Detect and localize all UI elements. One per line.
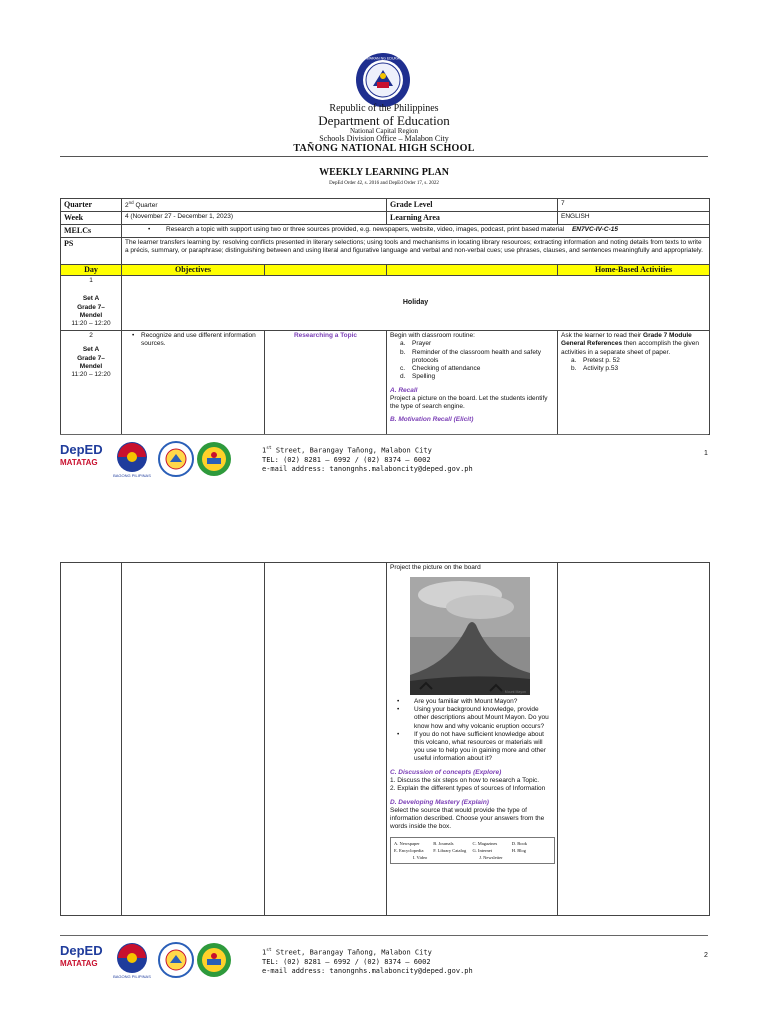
quarter-row <box>61 199 710 212</box>
region-line: National Capital Region <box>349 127 419 135</box>
ps-label: PS <box>61 238 122 265</box>
routine-item: a. Prayer <box>400 340 432 348</box>
mastery-text: Select the source that would provide the type of information described. Choose your answers from the words inside the box. <box>390 806 545 830</box>
home-item: a. Pretest p. 52 <box>571 356 620 364</box>
page-number-1: 1 <box>704 450 708 457</box>
page-number-2: 2 <box>704 952 708 959</box>
col-home-based: Home-Based Activities <box>558 265 710 276</box>
weekly-plan-table-continued <box>60 562 710 916</box>
grade-level-label: Grade Level <box>387 199 558 212</box>
discussion-heading: C. Discussion of concepts (Explore) <box>390 769 502 777</box>
week-label: Week <box>61 212 122 225</box>
school-seal-icon <box>196 441 232 477</box>
ps-row <box>61 238 710 265</box>
mount-mayon-image <box>410 577 530 695</box>
melcs-value: • Research a topic with support using two or three sources provided, e.g. newspapers, website, video, images, podcast, print based material EN7VC-IV-C-15 <box>122 225 710 238</box>
image-caption: Mount Mayon <box>504 690 526 695</box>
column-header-row <box>61 265 710 276</box>
motivation-heading: B. Motivation Recall (Elicit) <box>390 416 474 424</box>
week-row <box>61 212 710 225</box>
division-line: Schools Division Office – Malabon City <box>319 134 449 143</box>
day-cell-cont <box>61 563 122 916</box>
ps-value: The learner transfers learning by: resolving conflicts presented in literary selections; using tools and mechanisms in locating library resources; extracting information and noting details from texts to write a précis, summary, or paraphrase; distinguishing between and using literal and figurative language and verbal and non-verbal cues; use phrases, clauses, and sentences meaningfully and appropriately. <box>122 238 710 265</box>
grade-level-value: 7 <box>558 199 710 212</box>
bagong-pilipinas-logo <box>110 941 154 979</box>
deped-seal-logo <box>355 52 411 108</box>
learning-area-value: ENGLISH <box>558 212 710 225</box>
melcs-row <box>61 225 710 238</box>
bagong-pilipinas-text: BAGONG PILIPINAS <box>113 974 151 979</box>
tel-line: TEL: (02) 8281 – 6992 / (02) 8374 – 6002 <box>262 957 431 966</box>
answer-choices-box <box>390 837 555 864</box>
project-instruction: Project the picture on the board <box>390 564 481 571</box>
routine-item: c. Checking of attendance <box>400 364 481 372</box>
matatag-logo: MATATAG <box>60 959 98 968</box>
matatag-logo: MATATAG <box>60 458 98 467</box>
day2-objective-cell <box>122 331 265 435</box>
discussion-item: 2. Explain the different types of sources of Information <box>390 785 546 793</box>
school-seal-icon <box>196 942 232 978</box>
home-instructions: Ask the learner to read their Grade 7 Module General References then accomplish the given activities in a separate sheet of paper. <box>561 332 700 356</box>
footer-divider <box>60 434 708 435</box>
question-item: • Using your background knowledge, provide other descriptions about Mount Mayon. Do you know how and why volcanic eruption occurs? <box>390 706 554 730</box>
division-seal-icon <box>158 942 194 978</box>
department-line: Department of Education <box>318 113 450 128</box>
week-value: 4 (November 27 - December 1, 2023) <box>122 212 387 225</box>
day2-row <box>61 331 710 435</box>
quarter-label: Quarter <box>61 199 122 212</box>
routine-item: b. Reminder of the classroom health and safety protocols <box>400 348 541 364</box>
choices-row-2: E. Encyclopedia F. Library Catalog G. Internet H. Blog <box>394 848 527 853</box>
holiday-cell: Holiday <box>122 276 710 331</box>
quarter-value: 2nd Quarter <box>122 199 387 212</box>
plan-subtitle: DepEd Order 42, s. 2016 and DepEd Order 17, s. 2022 <box>329 181 439 186</box>
procedure-cell-cont <box>387 563 558 916</box>
day2-objective: • Recognize and use different information sources. <box>125 332 261 348</box>
choices-row-3: I. Video J. Newsletter <box>412 855 503 860</box>
day2-procedure-cell <box>387 331 558 435</box>
division-seal-icon <box>158 441 194 477</box>
question-item: • Are you familiar with Mount Mayon? <box>390 698 554 706</box>
school-name: TAÑONG NATIONAL HIGH SCHOOL <box>293 143 475 154</box>
header-divider <box>60 156 708 157</box>
mastery-heading: D. Developing Mastery (Explain) <box>390 798 489 806</box>
seal-text: KAGAWARAN NG EDUKASYON <box>356 56 410 61</box>
day2-home-cell <box>558 331 710 435</box>
home-cell-cont <box>558 563 710 916</box>
melcs-code: EN7VC-IV-C-15 <box>571 226 618 234</box>
question-item: • If you do not have sufficient knowledge about this volcano, what resources or materials will you use to help you in gaining more and other useful information about it? <box>390 731 554 764</box>
bagong-pilipinas-text: BAGONG PILIPINAS <box>113 473 151 478</box>
learning-area-label: Learning Area <box>387 212 558 225</box>
republic-line: Republic of the Philippines <box>329 103 439 114</box>
col-objectives: Objectives <box>122 265 265 276</box>
bagong-pilipinas-logo <box>110 440 154 478</box>
deped-logo: DepED <box>60 442 103 457</box>
routine-intro: Begin with classroom routine: <box>390 332 475 340</box>
email-line: e-mail address: tanongnhs.malaboncity@deped.gov.ph <box>262 967 473 976</box>
choices-row-1: A. Newspaper B. Journals C. Magazines D. Book <box>394 841 528 846</box>
melcs-label: MELCs <box>61 225 122 238</box>
day2-continued-row <box>61 563 710 916</box>
address-line: 1st Street, Barangay Tañong, Malabon City <box>262 446 432 455</box>
tel-line: TEL: (02) 8281 – 6992 / (02) 8374 – 6002 <box>262 455 431 464</box>
day1-row <box>61 276 710 331</box>
col-topic <box>265 265 387 276</box>
footer-address <box>262 444 473 475</box>
deped-logo: DepED <box>60 943 103 958</box>
footer-address-2 <box>262 946 473 977</box>
day2-topic: Researching a Topic <box>265 331 387 435</box>
topic-cell-cont <box>265 563 387 916</box>
recall-heading: A. Recall <box>390 387 418 395</box>
weekly-plan-table <box>60 198 710 435</box>
address-line: 1st Street, Barangay Tañong, Malabon City <box>262 948 432 957</box>
day1-cell: 1 Set A Grade 7– Mendel 11:20 – 12:20 <box>61 276 122 331</box>
day2-cell: 2 Set A Grade 7– Mendel 11:20 – 12:20 <box>61 331 122 435</box>
footer-logos-2 <box>60 941 250 979</box>
col-procedure <box>387 265 558 276</box>
home-item: b. Activity p.53 <box>571 364 619 372</box>
footer-divider-2 <box>60 935 708 936</box>
col-day: Day <box>61 265 122 276</box>
footer-logos <box>60 440 250 478</box>
plan-title: WEEKLY LEARNING PLAN <box>319 167 449 178</box>
email-line: e-mail address: tanongnhs.malaboncity@deped.gov.ph <box>262 465 473 474</box>
objective-cell-cont <box>122 563 265 916</box>
routine-item: d. Spelling <box>400 372 436 380</box>
discussion-item: 1. Discuss the six steps on how to research a Topic. <box>390 777 540 785</box>
recall-text: Project a picture on the board. Let the students identify the type of search engine. <box>390 395 548 411</box>
